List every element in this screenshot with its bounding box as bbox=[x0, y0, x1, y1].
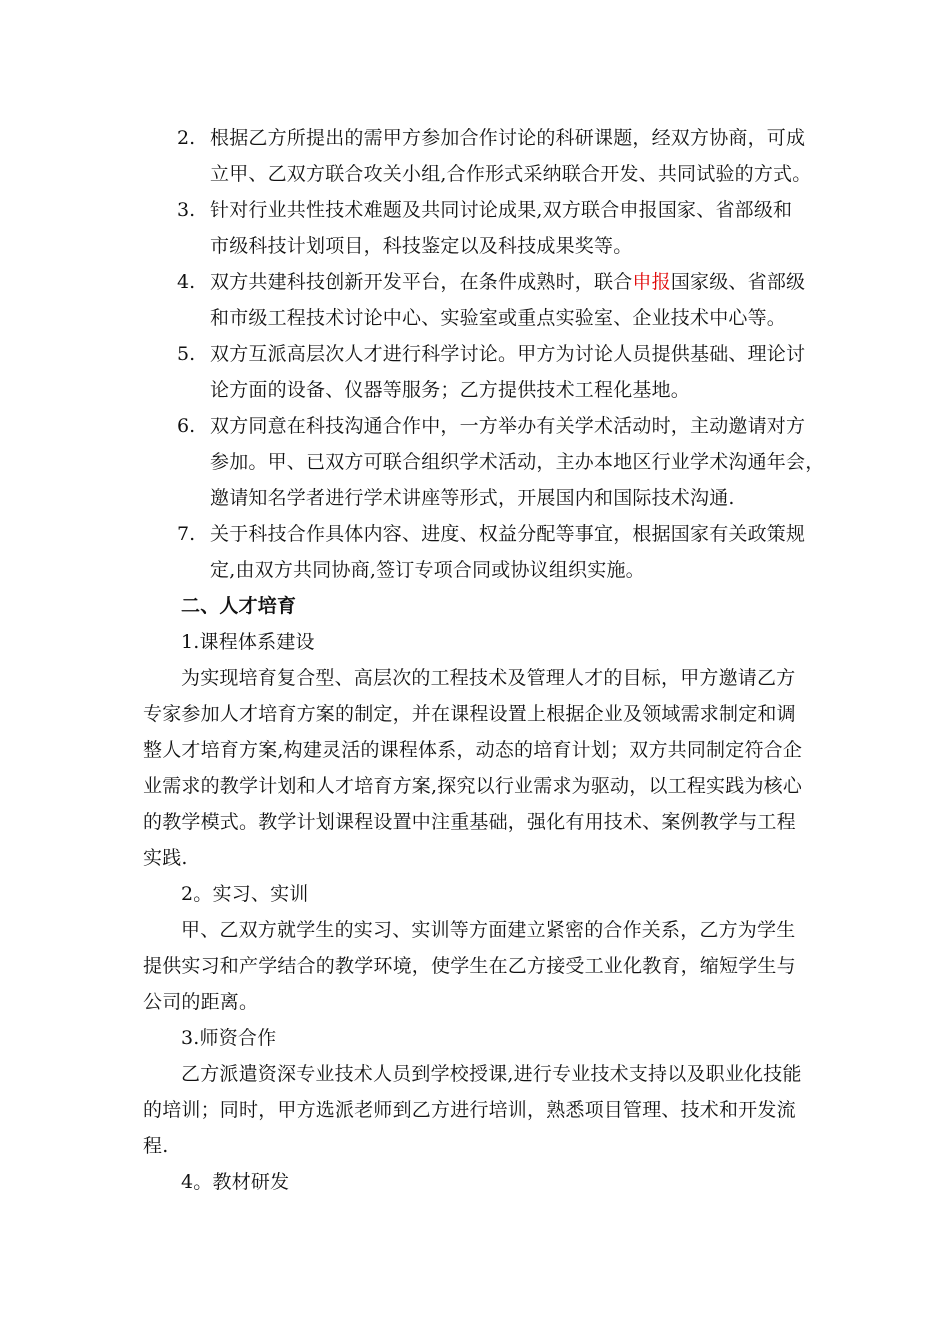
paragraph-line: 的培训；同时，甲方选派老师到乙方进行培训，熟悉项目管理、技术和开发流 bbox=[143, 1099, 796, 1121]
item-text-line: 根据乙方所提出的需甲方参加合作讨论的科研课题，经双方协商，可成 bbox=[210, 127, 806, 149]
paragraph-line: 公司的距离。 bbox=[143, 991, 259, 1013]
item-number: 4. bbox=[177, 271, 196, 293]
paragraph-line: 业需求的教学计划和人才培育方案,探究以行业需求为驱动，以工程实践为核心 bbox=[143, 775, 803, 797]
paragraph-line: 乙方派遣资深专业技术人员到学校授课,进行专业技术支持以及职业化技能 bbox=[181, 1063, 802, 1085]
paragraph-line: 整人才培育方案,构建灵活的课程体系，动态的培育计划；双方共同制定符合企 bbox=[143, 739, 803, 761]
subsection-title: 4。教材研发 bbox=[181, 1171, 290, 1193]
highlighted-word: 申报 bbox=[632, 271, 671, 293]
item-text-line: 和市级工程技术讨论中心、实验室或重点实验室、企业技术中心等。 bbox=[210, 307, 787, 329]
paragraph-line: 的教学模式。教学计划课程设置中注重基础，强化有用技术、案例教学与工程 bbox=[143, 811, 796, 833]
item-text-line: 双方同意在科技沟通合作中，一方举办有关学术活动时，主动邀请对方 bbox=[210, 415, 806, 437]
subsection-title: 1.课程体系建设 bbox=[181, 631, 315, 653]
item-number: 3. bbox=[177, 199, 196, 221]
subsection-title: 3.师资合作 bbox=[181, 1027, 277, 1049]
paragraph-line: 程. bbox=[143, 1135, 169, 1157]
subsection-title: 2。实习、实训 bbox=[181, 883, 309, 905]
item-text-line: 定,由双方共同协商,签订专项合同或协议组织实施。 bbox=[210, 559, 645, 581]
item-text-line bbox=[210, 270, 805, 294]
item-number: 6. bbox=[177, 415, 196, 437]
item-text-line: 关于科技合作具体内容、进度、权益分配等事宜，根据国家有关政策规 bbox=[210, 523, 806, 545]
item-number: 2. bbox=[177, 127, 196, 149]
text-segment: 双方共建科技创新开发平台，在条件成熟时，联合 bbox=[210, 271, 633, 293]
paragraph-line: 为实现培育复合型、高层次的工程技术及管理人才的目标，甲方邀请乙方 bbox=[181, 667, 796, 689]
paragraph-line: 实践. bbox=[143, 847, 188, 869]
item-text-line: 市级科技计划项目，科技鉴定以及科技成果奖等。 bbox=[210, 235, 633, 257]
text-segment: 国家级、省部级 bbox=[670, 271, 806, 293]
item-number: 7. bbox=[177, 523, 196, 545]
item-number: 5. bbox=[177, 343, 196, 365]
section-heading: 二、人才培育 bbox=[181, 595, 297, 617]
item-text-line: 立甲、乙双方联合攻关小组,合作形式采纳联合开发、共同试验的方式。 bbox=[210, 163, 812, 185]
paragraph-line: 甲、乙双方就学生的实习、实训等方面建立紧密的合作关系，乙方为学生 bbox=[181, 919, 796, 941]
item-text-line: 针对行业共性技术难题及共同讨论成果,双方联合申报国家、省部级和 bbox=[210, 199, 793, 221]
item-text-line: 双方互派高层次人才进行科学讨论。甲方为讨论人员提供基础、理论讨 bbox=[210, 343, 806, 365]
paragraph-line: 专家参加人才培育方案的制定，并在课程设置上根据企业及领域需求制定和调 bbox=[143, 703, 796, 725]
item-text-line: 邀请知名学者进行学术讲座等形式，开展国内和国际技术沟通. bbox=[210, 487, 735, 509]
item-text-line: 论方面的设备、仪器等服务；乙方提供技术工程化基地。 bbox=[210, 379, 691, 401]
item-text-line: 参加。甲、已双方可联合组织学术活动，主办本地区行业学术沟通年会， bbox=[210, 451, 825, 473]
paragraph-line: 提供实习和产学结合的教学环境，使学生在乙方接受工业化教育，缩短学生与 bbox=[143, 955, 796, 977]
